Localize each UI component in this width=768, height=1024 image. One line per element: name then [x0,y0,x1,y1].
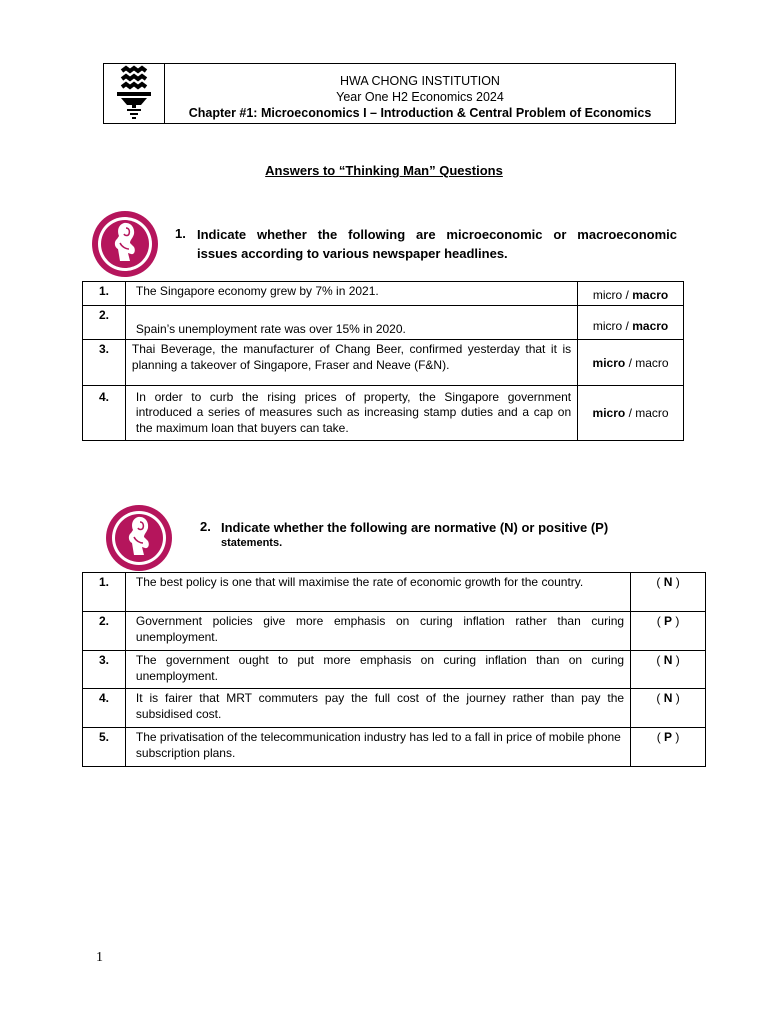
table-row [83,651,706,689]
macro-option: macro [635,355,669,370]
answer-cell: ( P ) [631,728,706,767]
table-row [83,386,684,441]
answer-cell: ( N ) [631,651,706,689]
answer-cell: ( P ) [631,612,706,651]
q1-table [82,281,684,441]
q2-text-line2: statements. [221,537,283,549]
answer-letter: N [663,575,673,589]
answer-cell: micro / macro [578,386,684,441]
row-text: Thai Beverage, the manufacturer of Chang Beer, confirmed yesterday that it is planning a takeover of Singapore, Fraser and Neave (F&N). [125,340,577,386]
q2-text-line1: Indicate whether the following are normative (N) or positive (P) [221,520,609,535]
answers-title: Answers to “Thinking Man” Questions [265,163,503,178]
answer-cell: ( N ) [631,573,706,612]
answer-cell: micro / macro [578,306,684,340]
answer-cell: micro / macro [578,340,684,386]
answer-letter: N [663,691,673,705]
row-text: Government policies give more emphasis on curing inflation rather than curing unemployment. [125,612,630,651]
thinking-man-icon [104,503,174,573]
q1-number: 1. [175,226,186,241]
table-row [83,282,684,306]
logo-cell [104,64,165,123]
row-number: 2. [83,612,126,651]
thinking-man-icon [90,209,160,279]
macro-option: macro [635,406,669,420]
table-row [83,689,706,728]
header-box [103,63,676,124]
chapter-label: Chapter #1: [188,106,258,120]
q2-number: 2. [200,519,211,534]
q1-question [197,225,677,263]
row-text: In order to curb the rising prices of property, the Singapore government introduced a series of measures such as increasing stamp duties and a cap on the maximum loan that buyers can take. [125,386,577,441]
header-text [165,73,675,121]
table-row [83,573,706,612]
q2-table [82,572,706,767]
micro-option: micro [592,287,623,302]
macro-option: macro [632,318,669,333]
institution-name: HWA CHONG INSTITUTION [340,74,500,88]
row-number: 1. [83,282,126,306]
row-number: 1. [83,573,126,612]
table-row [83,306,684,340]
page-number: 1 [96,950,103,965]
micro-option: micro [592,355,626,370]
micro-option: micro [592,318,623,333]
answer-cell: ( N ) [631,689,706,728]
q2-question [221,518,608,550]
answer-letter: P [664,730,673,744]
row-number: 4. [83,689,126,728]
hci-logo-icon [105,65,163,123]
row-number: 3. [83,340,126,386]
row-text: It is fairer that MRT commuters pay the full cost of the journey rather than pay the subsidised cost. [125,689,630,728]
row-text: The government ought to put more emphasis on curing inflation than on curing unemployment. [125,651,630,689]
row-number: 3. [83,651,126,689]
table-row [83,728,706,767]
answer-letter: N [663,653,673,667]
row-number: 5. [83,728,126,767]
table-row [83,612,706,651]
answer-letter: P [664,614,673,628]
answer-cell: micro / macro [578,282,684,306]
row-text: The privatisation of the telecommunication industry has led to a fall in price of mobile phone subscription plans. [125,728,630,767]
table-row [83,340,684,386]
macro-option: macro [632,287,669,302]
course-name: Year One H2 Economics 2024 [336,90,504,104]
row-text: The best policy is one that will maximise the rate of economic growth for the country. [125,573,630,612]
q1-text-line1: Indicate whether the following are microeconomic or macroeconomic [197,227,677,242]
q1-text-line2: issues according to various newspaper headlines. [197,246,508,261]
chapter-title: Microeconomics I – Introduction & Central Problem of Economics [257,106,652,120]
row-text: Spain’s unemployment rate was over 15% in 2020. [125,306,577,340]
chapter-line [165,105,675,121]
row-number: 2. [83,306,126,340]
row-number: 4. [83,386,126,441]
row-text: The Singapore economy grew by 7% in 2021. [125,282,577,306]
micro-option: micro [592,406,626,420]
